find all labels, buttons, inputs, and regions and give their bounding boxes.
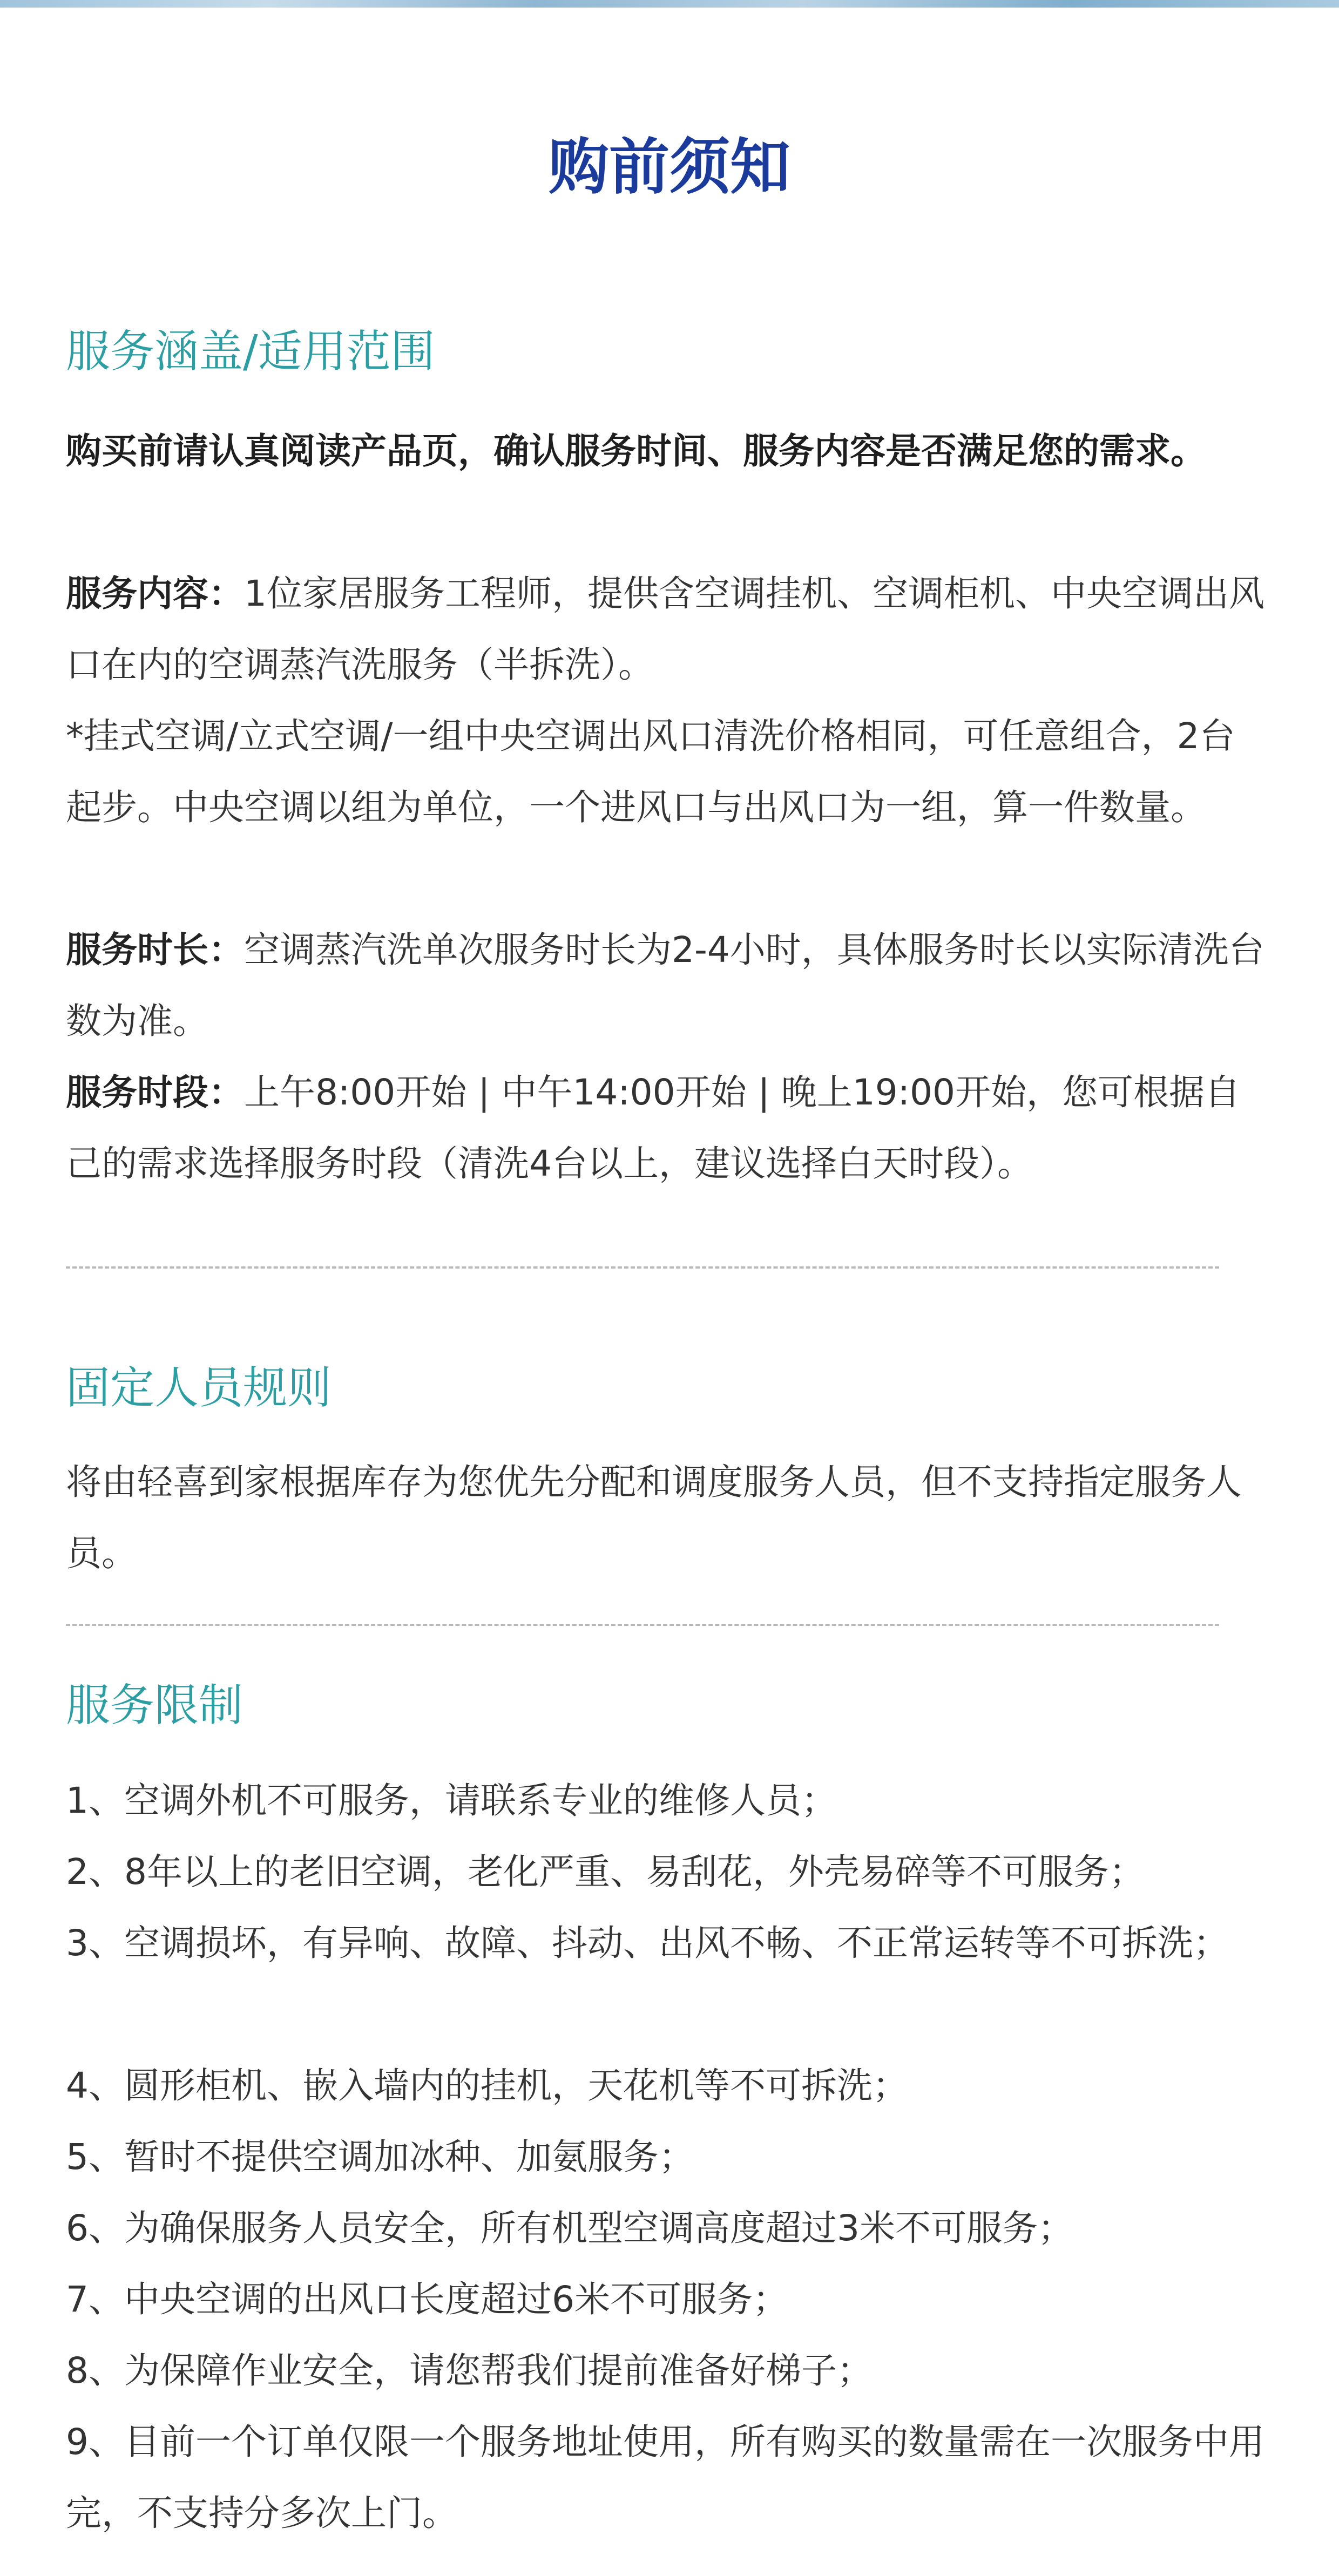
restriction-item: 7、中央空调的出风口长度超过6米不可服务； (66, 2279, 788, 2320)
section-title-scope: 服务涵盖/适用范围 (66, 326, 435, 377)
restriction-item: 8、为保障作业安全，请您帮我们提前准备好梯子； (66, 2350, 873, 2391)
divider (66, 1266, 1219, 1269)
service-slot-paragraph (66, 1057, 1264, 1199)
service-duration-paragraph (66, 914, 1264, 1057)
top-decorative-band (0, 0, 1339, 8)
restriction-item: 3、空调损坏，有异响、故障、抖动、出风不畅、不正常运转等不可拆洗； (66, 1922, 1229, 1964)
restriction-item: 6、为确保服务人员安全，所有机型空调高度超过3米不可服务； (66, 2207, 1073, 2249)
page-title: 购前须知 (549, 132, 790, 202)
section-title-staff-rules: 固定人员规则 (66, 1362, 332, 1414)
restriction-item: 2、8年以上的老旧空调，老化严重、易刮花，外壳易碎等不可服务； (66, 1851, 1145, 1893)
restriction-item: 5、暂时不提供空调加冰种、加氨服务； (66, 2136, 694, 2178)
service-content-text: 1位家居服务工程师，提供含空调挂机、空调柜机、中央空调出风口在内的空调蒸汽洗服务（半拆洗）。 (66, 573, 1264, 686)
service-content-label: 服务内容： (66, 573, 244, 614)
section-title-restrictions: 服务限制 (66, 1680, 244, 1731)
service-slot-text: 上午8:00开始 | 中午14:00开始 | 晚上19:00开始，您可根据自己的需求选择服务时段（清洗4台以上，建议选择白天时段）。 (66, 1072, 1241, 1184)
scope-intro: 购买前请认真阅读产品页，确认服务时间、服务内容是否满足您的需求。 (66, 430, 1206, 472)
staff-rules-text: 将由轻喜到家根据库存为您优先分配和调度服务人员，但不支持指定服务人员。 (66, 1461, 1242, 1574)
divider (66, 1624, 1219, 1626)
service-duration-text: 空调蒸汽洗单次服务时长为2-4小时，具体服务时长以实际清洗台数为准。 (66, 929, 1264, 1042)
service-slot-label: 服务时段： (66, 1072, 244, 1113)
restriction-item: 4、圆形柜机、嵌入墙内的挂机，天花机等不可拆洗； (66, 2065, 908, 2106)
service-content-paragraph (66, 558, 1264, 701)
restriction-item: 1、空调外机不可服务，请联系专业的维修人员； (66, 1780, 837, 1821)
price-note: *挂式空调/立式空调/一组中央空调出风口清洗价格相同，可任意组合，2台起步。中央空调以组为单位，一个进风口与出风口为一组，算一件数量。 (66, 715, 1235, 828)
restriction-item: 9、目前一个订单仅限一个服务地址使用，所有购买的数量需在一次服务中用完，不支持分多次上门。 (66, 2421, 1264, 2534)
service-duration-label: 服务时长： (66, 929, 244, 971)
